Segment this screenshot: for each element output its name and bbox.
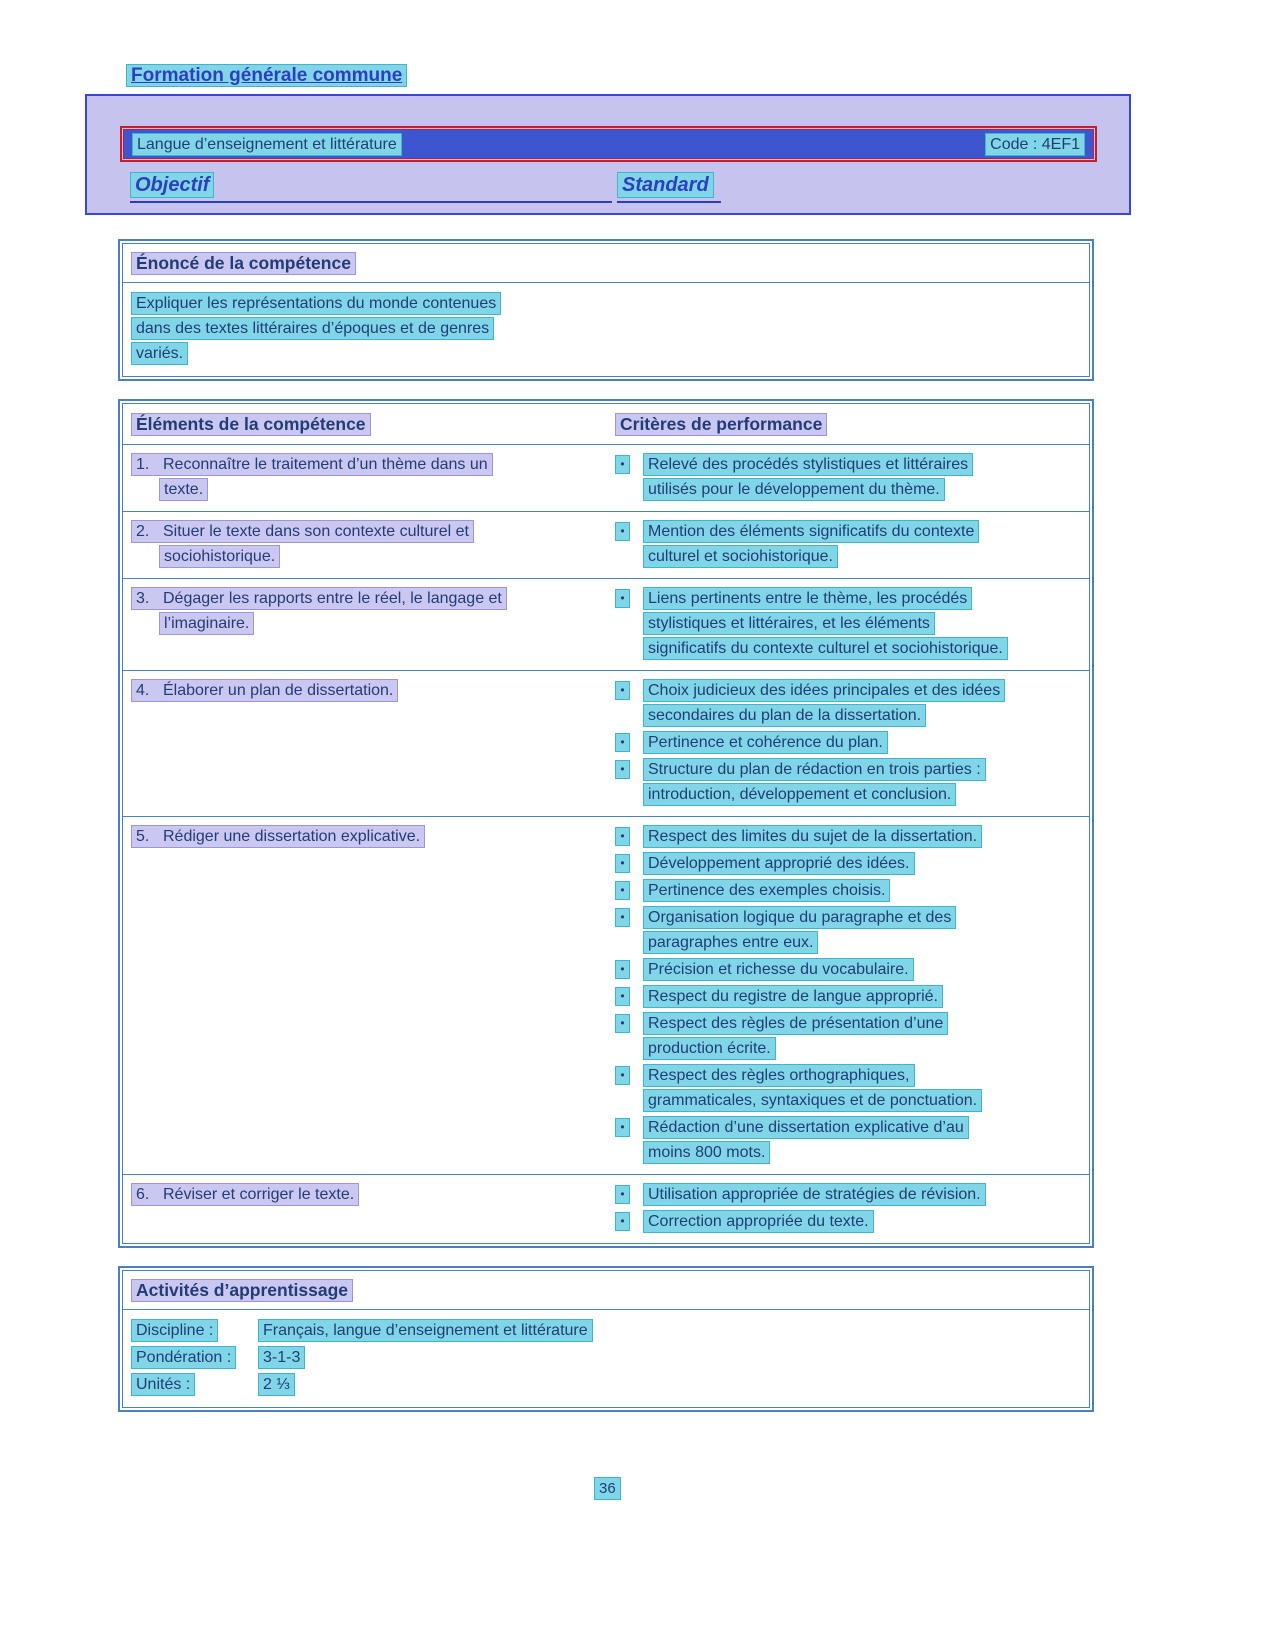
activites-panel bbox=[118, 1266, 1094, 1412]
criterion-text bbox=[643, 1012, 948, 1060]
objectif-heading: Objectif bbox=[130, 172, 214, 198]
criteria-cell bbox=[615, 1175, 1089, 1243]
criterion-text bbox=[643, 587, 1008, 660]
standard-column-heading bbox=[617, 172, 721, 203]
criterion-line: grammaticales, syntaxiques et de ponctuation. bbox=[643, 1089, 982, 1112]
criterion-line: Rédaction d’une dissertation explicative d’au bbox=[643, 1116, 969, 1139]
element-line bbox=[131, 520, 474, 543]
criterion-line: Liens pertinents entre le thème, les procédés bbox=[643, 587, 972, 610]
criteres-heading-cell bbox=[615, 404, 1089, 444]
enonce-panel bbox=[118, 239, 1094, 381]
unites-label-cell bbox=[131, 1373, 258, 1396]
page-header bbox=[126, 64, 1275, 87]
enonce-line: Expliquer les représentations du monde contenues bbox=[131, 292, 501, 315]
criterion-line: Organisation logique du paragraphe et des bbox=[643, 906, 956, 929]
criterion-text bbox=[643, 985, 943, 1008]
competence-row-1 bbox=[123, 444, 1089, 511]
criterion-line: production écrite. bbox=[643, 1037, 776, 1060]
discipline-value: Français, langue d’enseignement et littérature bbox=[258, 1319, 593, 1342]
element-cell bbox=[123, 817, 615, 1174]
element-number: 2. bbox=[136, 523, 150, 540]
criteres-heading: Critères de performance bbox=[615, 413, 827, 436]
enonce-header bbox=[123, 244, 1089, 283]
element-line bbox=[131, 1183, 359, 1206]
criteria-cell bbox=[615, 671, 1089, 816]
bullet-icon: • bbox=[615, 522, 630, 541]
element-line bbox=[131, 453, 493, 476]
bullet-icon: • bbox=[615, 1014, 630, 1033]
enonce-body bbox=[123, 283, 1089, 376]
standard-heading: Standard bbox=[617, 172, 714, 198]
criterion bbox=[615, 731, 1079, 754]
criterion-line: Précision et richesse du vocabulaire. bbox=[643, 958, 914, 981]
criterion bbox=[615, 453, 1079, 501]
course-title: Langue d’enseignement et littérature bbox=[132, 133, 402, 156]
criterion-text bbox=[643, 1210, 874, 1233]
enonce-line: variés. bbox=[131, 342, 188, 365]
bullet-icon: • bbox=[615, 908, 630, 927]
criterion-line: Développement approprié des idées. bbox=[643, 852, 915, 875]
criterion-line: Mention des éléments significatifs du contexte bbox=[643, 520, 979, 543]
bullet-icon: • bbox=[615, 854, 630, 873]
criterion-text bbox=[643, 958, 914, 981]
criterion-text bbox=[643, 879, 890, 902]
criterion-line: stylistiques et littéraires, et les éléments bbox=[643, 612, 935, 635]
criterion-text bbox=[643, 906, 956, 954]
criterion bbox=[615, 1064, 1079, 1112]
element-line: texte. bbox=[159, 478, 208, 501]
criterion bbox=[615, 520, 1079, 568]
criterion-line: significatifs du contexte culturel et sociohistorique. bbox=[643, 637, 1008, 660]
bullet-icon: • bbox=[615, 455, 630, 474]
criterion-text bbox=[643, 679, 1005, 727]
criterion-line: Relevé des procédés stylistiques et littéraires bbox=[643, 453, 973, 476]
criterion bbox=[615, 1012, 1079, 1060]
element-line bbox=[131, 679, 398, 702]
criteria-cell bbox=[615, 579, 1089, 670]
competence-panel bbox=[118, 399, 1094, 1248]
element-line bbox=[131, 825, 425, 848]
criterion-line: Pertinence et cohérence du plan. bbox=[643, 731, 888, 754]
criterion-line: paragraphes entre eux. bbox=[643, 931, 818, 954]
course-title-bar bbox=[123, 129, 1094, 159]
element-cell bbox=[123, 1175, 615, 1243]
criterion-text bbox=[643, 1064, 982, 1112]
element-text: Reconnaître le traitement d’un thème dans un bbox=[163, 456, 488, 473]
bullet-icon: • bbox=[615, 1118, 630, 1137]
criterion bbox=[615, 906, 1079, 954]
objectif-column-heading bbox=[130, 172, 612, 203]
activites-row-ponderation bbox=[131, 1346, 1081, 1369]
criterion bbox=[615, 679, 1079, 727]
ponderation-value: 3-1-3 bbox=[258, 1346, 305, 1369]
bullet-icon: • bbox=[615, 681, 630, 700]
activites-heading: Activités d’apprentissage bbox=[131, 1279, 353, 1302]
criterion-text bbox=[643, 453, 973, 501]
course-title-bar-frame bbox=[120, 126, 1097, 162]
criterion-line: Choix judicieux des idées principales et des idées bbox=[643, 679, 1005, 702]
enonce-panel-inner bbox=[122, 243, 1090, 377]
element-text: Réviser et corriger le texte. bbox=[163, 1186, 355, 1203]
criterion-line: Correction appropriée du texte. bbox=[643, 1210, 874, 1233]
page-number: 36 bbox=[594, 1477, 621, 1500]
bullet-icon: • bbox=[615, 881, 630, 900]
competence-row-3 bbox=[123, 578, 1089, 670]
element-number: 6. bbox=[136, 1186, 150, 1203]
element-number: 1. bbox=[136, 456, 150, 473]
ponderation-label-cell bbox=[131, 1346, 258, 1369]
element-line: sociohistorique. bbox=[159, 545, 280, 568]
criterion-text bbox=[643, 1116, 969, 1164]
criteria-cell bbox=[615, 817, 1089, 1174]
criterion-text bbox=[643, 758, 986, 806]
enonce-line: dans des textes littéraires d’époques et de genres bbox=[131, 317, 494, 340]
unites-label: Unités : bbox=[131, 1373, 195, 1396]
bullet-icon: • bbox=[615, 1185, 630, 1204]
activites-row-unites bbox=[131, 1373, 1081, 1396]
criterion-text bbox=[643, 520, 979, 568]
elements-heading: Éléments de la compétence bbox=[131, 413, 371, 436]
criterion-line: moins 800 mots. bbox=[643, 1141, 770, 1164]
criterion-line: Utilisation appropriée de stratégies de révision. bbox=[643, 1183, 986, 1206]
criterion-line: Respect des règles orthographiques, bbox=[643, 1064, 915, 1087]
criterion-line: Respect du registre de langue approprié. bbox=[643, 985, 943, 1008]
activites-panel-inner bbox=[122, 1270, 1090, 1408]
ponderation-label: Pondération : bbox=[131, 1346, 236, 1369]
discipline-label-cell bbox=[131, 1319, 258, 1342]
element-cell bbox=[123, 445, 615, 511]
criterion bbox=[615, 852, 1079, 875]
criteria-cell bbox=[615, 445, 1089, 511]
bullet-icon: • bbox=[615, 987, 630, 1006]
criterion bbox=[615, 758, 1079, 806]
criterion bbox=[615, 1210, 1079, 1233]
element-text: Situer le texte dans son contexte culturel et bbox=[163, 523, 469, 540]
element-text: Dégager les rapports entre le réel, le langage et bbox=[163, 590, 502, 607]
elements-heading-cell bbox=[123, 404, 615, 444]
objectif-standard-row bbox=[130, 172, 1129, 203]
element-number: 5. bbox=[136, 828, 150, 845]
criterion bbox=[615, 879, 1079, 902]
element-line bbox=[131, 587, 507, 610]
bullet-icon: • bbox=[615, 1066, 630, 1085]
bullet-icon: • bbox=[615, 760, 630, 779]
element-number: 4. bbox=[136, 682, 150, 699]
activites-header bbox=[123, 1271, 1089, 1310]
activites-row-discipline bbox=[131, 1319, 1081, 1342]
bullet-icon: • bbox=[615, 1212, 630, 1231]
enonce-text bbox=[131, 292, 1081, 365]
criterion-text bbox=[643, 1183, 986, 1206]
element-cell bbox=[123, 512, 615, 578]
criterion bbox=[615, 1116, 1079, 1164]
criterion-line: utilisés pour le développement du thème. bbox=[643, 478, 945, 501]
criterion-line: Respect des règles de présentation d’une bbox=[643, 1012, 948, 1035]
competence-row-5 bbox=[123, 816, 1089, 1174]
criterion-line: secondaires du plan de la dissertation. bbox=[643, 704, 926, 727]
criterion bbox=[615, 587, 1079, 660]
competence-row-2 bbox=[123, 511, 1089, 578]
criterion-line: Structure du plan de rédaction en trois parties : bbox=[643, 758, 986, 781]
criterion-line: Pertinence des exemples choisis. bbox=[643, 879, 890, 902]
bullet-icon: • bbox=[615, 589, 630, 608]
page-footer bbox=[594, 1477, 621, 1500]
bullet-icon: • bbox=[615, 733, 630, 752]
enonce-heading: Énoncé de la compétence bbox=[131, 252, 356, 275]
course-code: Code : 4EF1 bbox=[985, 133, 1085, 156]
criterion-text bbox=[643, 825, 982, 848]
competence-header-row bbox=[123, 404, 1089, 444]
criterion bbox=[615, 958, 1079, 981]
criterion bbox=[615, 1183, 1079, 1206]
criterion-text bbox=[643, 852, 915, 875]
activites-body bbox=[123, 1310, 1089, 1407]
criterion-text bbox=[643, 731, 888, 754]
unites-value: 2 ⅓ bbox=[258, 1373, 295, 1396]
criterion-line: Respect des limites du sujet de la dissertation. bbox=[643, 825, 982, 848]
element-line: l’imaginaire. bbox=[159, 612, 254, 635]
competence-row-4 bbox=[123, 670, 1089, 816]
criterion bbox=[615, 825, 1079, 848]
criteria-cell bbox=[615, 512, 1089, 578]
bullet-icon: • bbox=[615, 960, 630, 979]
criterion-line: culturel et sociohistorique. bbox=[643, 545, 838, 568]
element-text: Élaborer un plan de dissertation. bbox=[163, 682, 394, 699]
competence-panel-inner bbox=[122, 403, 1090, 1244]
bullet-icon: • bbox=[615, 827, 630, 846]
criterion bbox=[615, 985, 1079, 1008]
page-header-text: Formation générale commune bbox=[126, 64, 407, 87]
element-cell bbox=[123, 579, 615, 670]
discipline-label: Discipline : bbox=[131, 1319, 218, 1342]
competence-row-6 bbox=[123, 1174, 1089, 1243]
element-text: Rédiger une dissertation explicative. bbox=[163, 828, 421, 845]
criterion-line: introduction, développement et conclusion. bbox=[643, 783, 956, 806]
element-cell bbox=[123, 671, 615, 816]
element-number: 3. bbox=[136, 590, 150, 607]
course-banner bbox=[85, 94, 1131, 215]
